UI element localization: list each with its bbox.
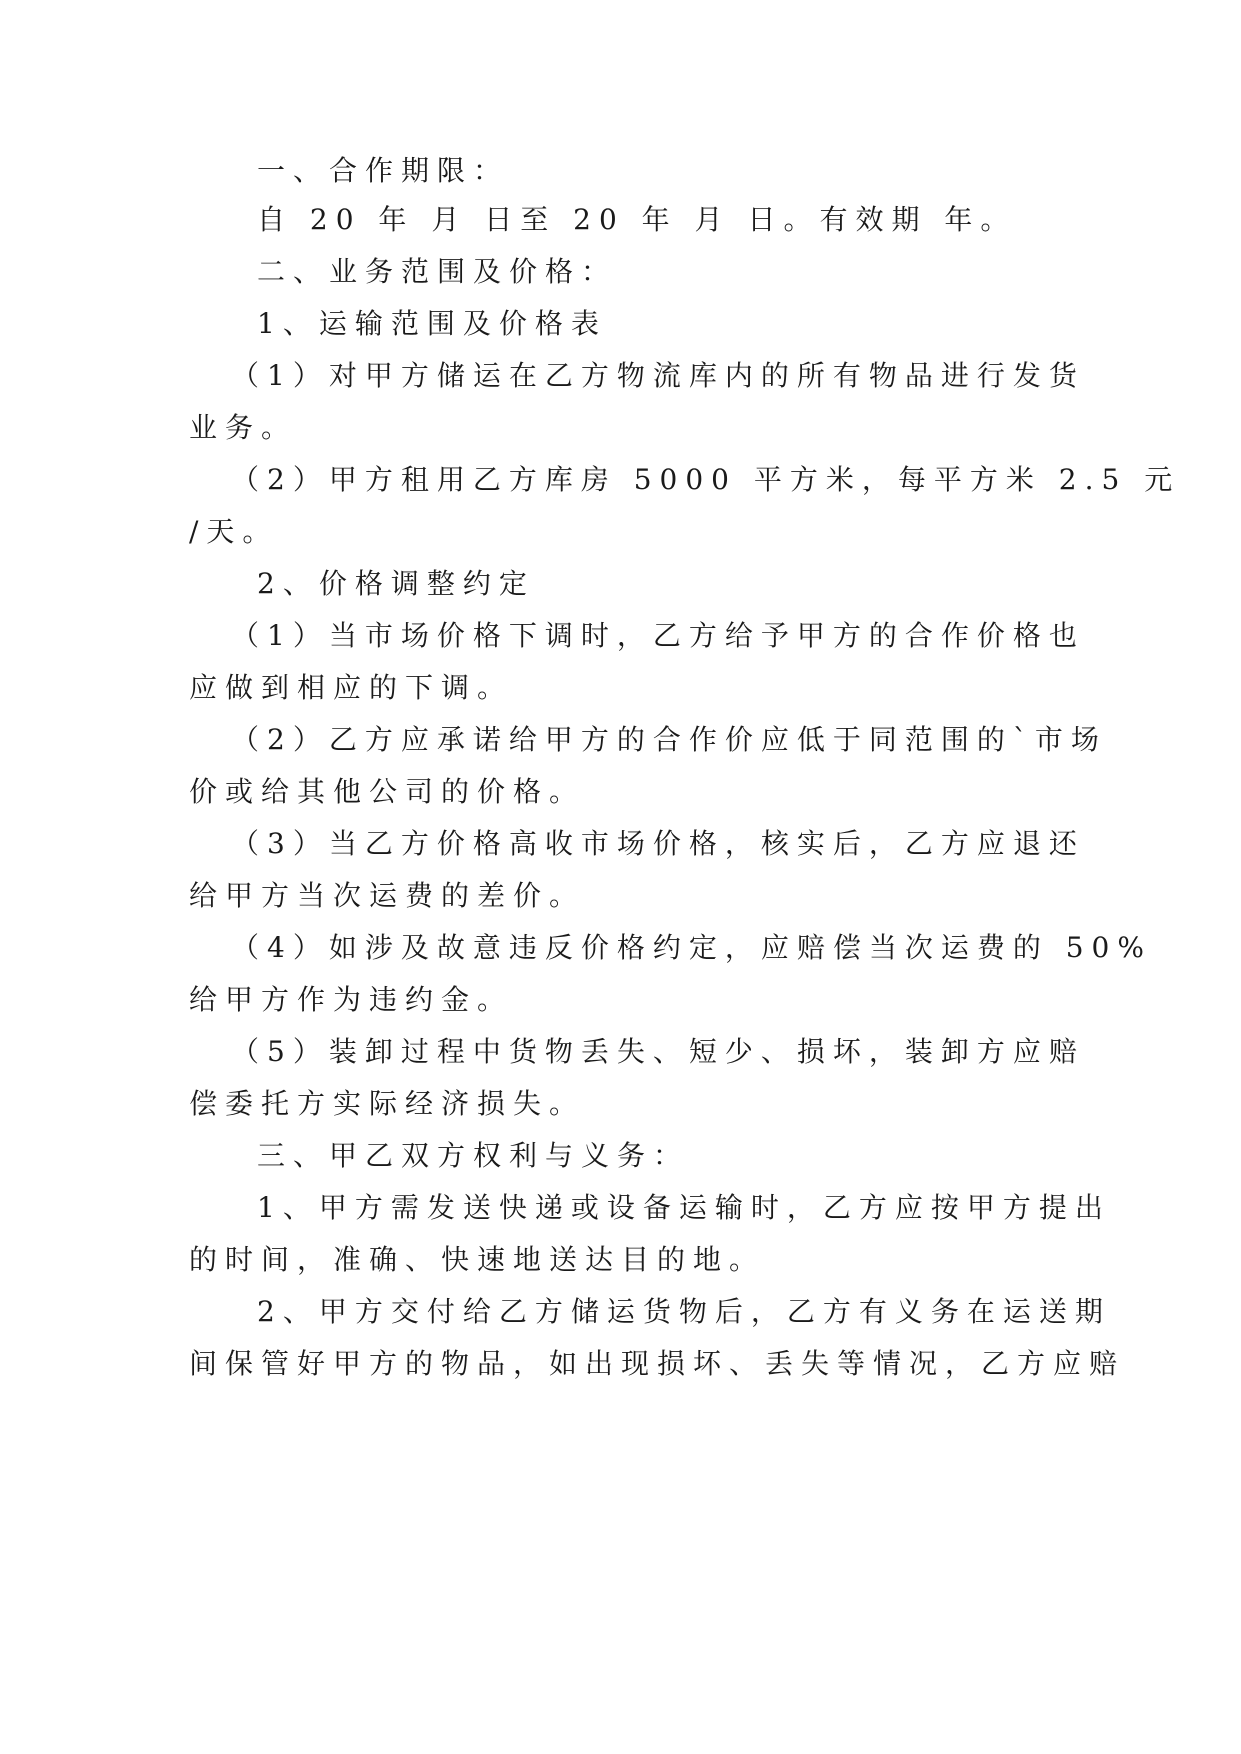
subheading-transport-scope: 1、运输范围及价格表 xyxy=(257,307,607,340)
paragraph-line: 1、甲方需发送快递或设备运输时，乙方应按甲方提出 xyxy=(257,1191,1111,1224)
section-heading-cooperation-period: 一、合作期限： xyxy=(257,154,510,187)
paragraph-line: /天。 xyxy=(189,515,279,548)
paragraph-line: （2）乙方应承诺给甲方的合作价应低于同范围的`市场 xyxy=(231,723,1107,756)
paragraph-line: 自 20 年 月 日至 20 年 月 日。有效期 年。 xyxy=(257,203,1017,236)
paragraph-line: （4）如涉及故意违反价格约定，应赔偿当次运费的 50% xyxy=(231,931,1152,964)
section-heading-business-scope: 二、业务范围及价格： xyxy=(257,255,618,288)
paragraph-line: 2、甲方交付给乙方储运货物后，乙方有义务在运送期 xyxy=(257,1295,1111,1328)
paragraph-line: 应做到相应的下调。 xyxy=(189,671,514,704)
paragraph-line: 给甲方当次运费的差价。 xyxy=(189,879,586,912)
paragraph-line: （2）甲方租用乙方库房 5000 平方米，每平方米 2.5 元 xyxy=(231,463,1181,496)
paragraph-line: （5）装卸过程中货物丢失、短少、损坏，装卸方应赔 xyxy=(231,1035,1085,1068)
section-heading-rights-obligations: 三、甲乙双方权利与义务： xyxy=(257,1139,690,1172)
paragraph-line: 价或给其他公司的价格。 xyxy=(189,775,586,808)
paragraph-line: 给甲方作为违约金。 xyxy=(189,983,514,1016)
paragraph-line: 偿委托方实际经济损失。 xyxy=(189,1087,586,1120)
paragraph-line: （3）当乙方价格高收市场价格，核实后，乙方应退还 xyxy=(231,827,1085,860)
subheading-price-adjustment: 2、价格调整约定 xyxy=(257,567,535,600)
paragraph-line: （1）当市场价格下调时，乙方给予甲方的合作价格也 xyxy=(231,619,1085,652)
paragraph-line: 间保管好甲方的物品，如出现损坏、丢失等情况，乙方应赔 xyxy=(189,1347,1126,1380)
paragraph-line: 的时间，准确、快速地送达目的地。 xyxy=(189,1243,766,1276)
paragraph-line: 业务。 xyxy=(189,411,298,444)
paragraph-line: （1）对甲方储运在乙方物流库内的所有物品进行发货 xyxy=(231,359,1085,392)
